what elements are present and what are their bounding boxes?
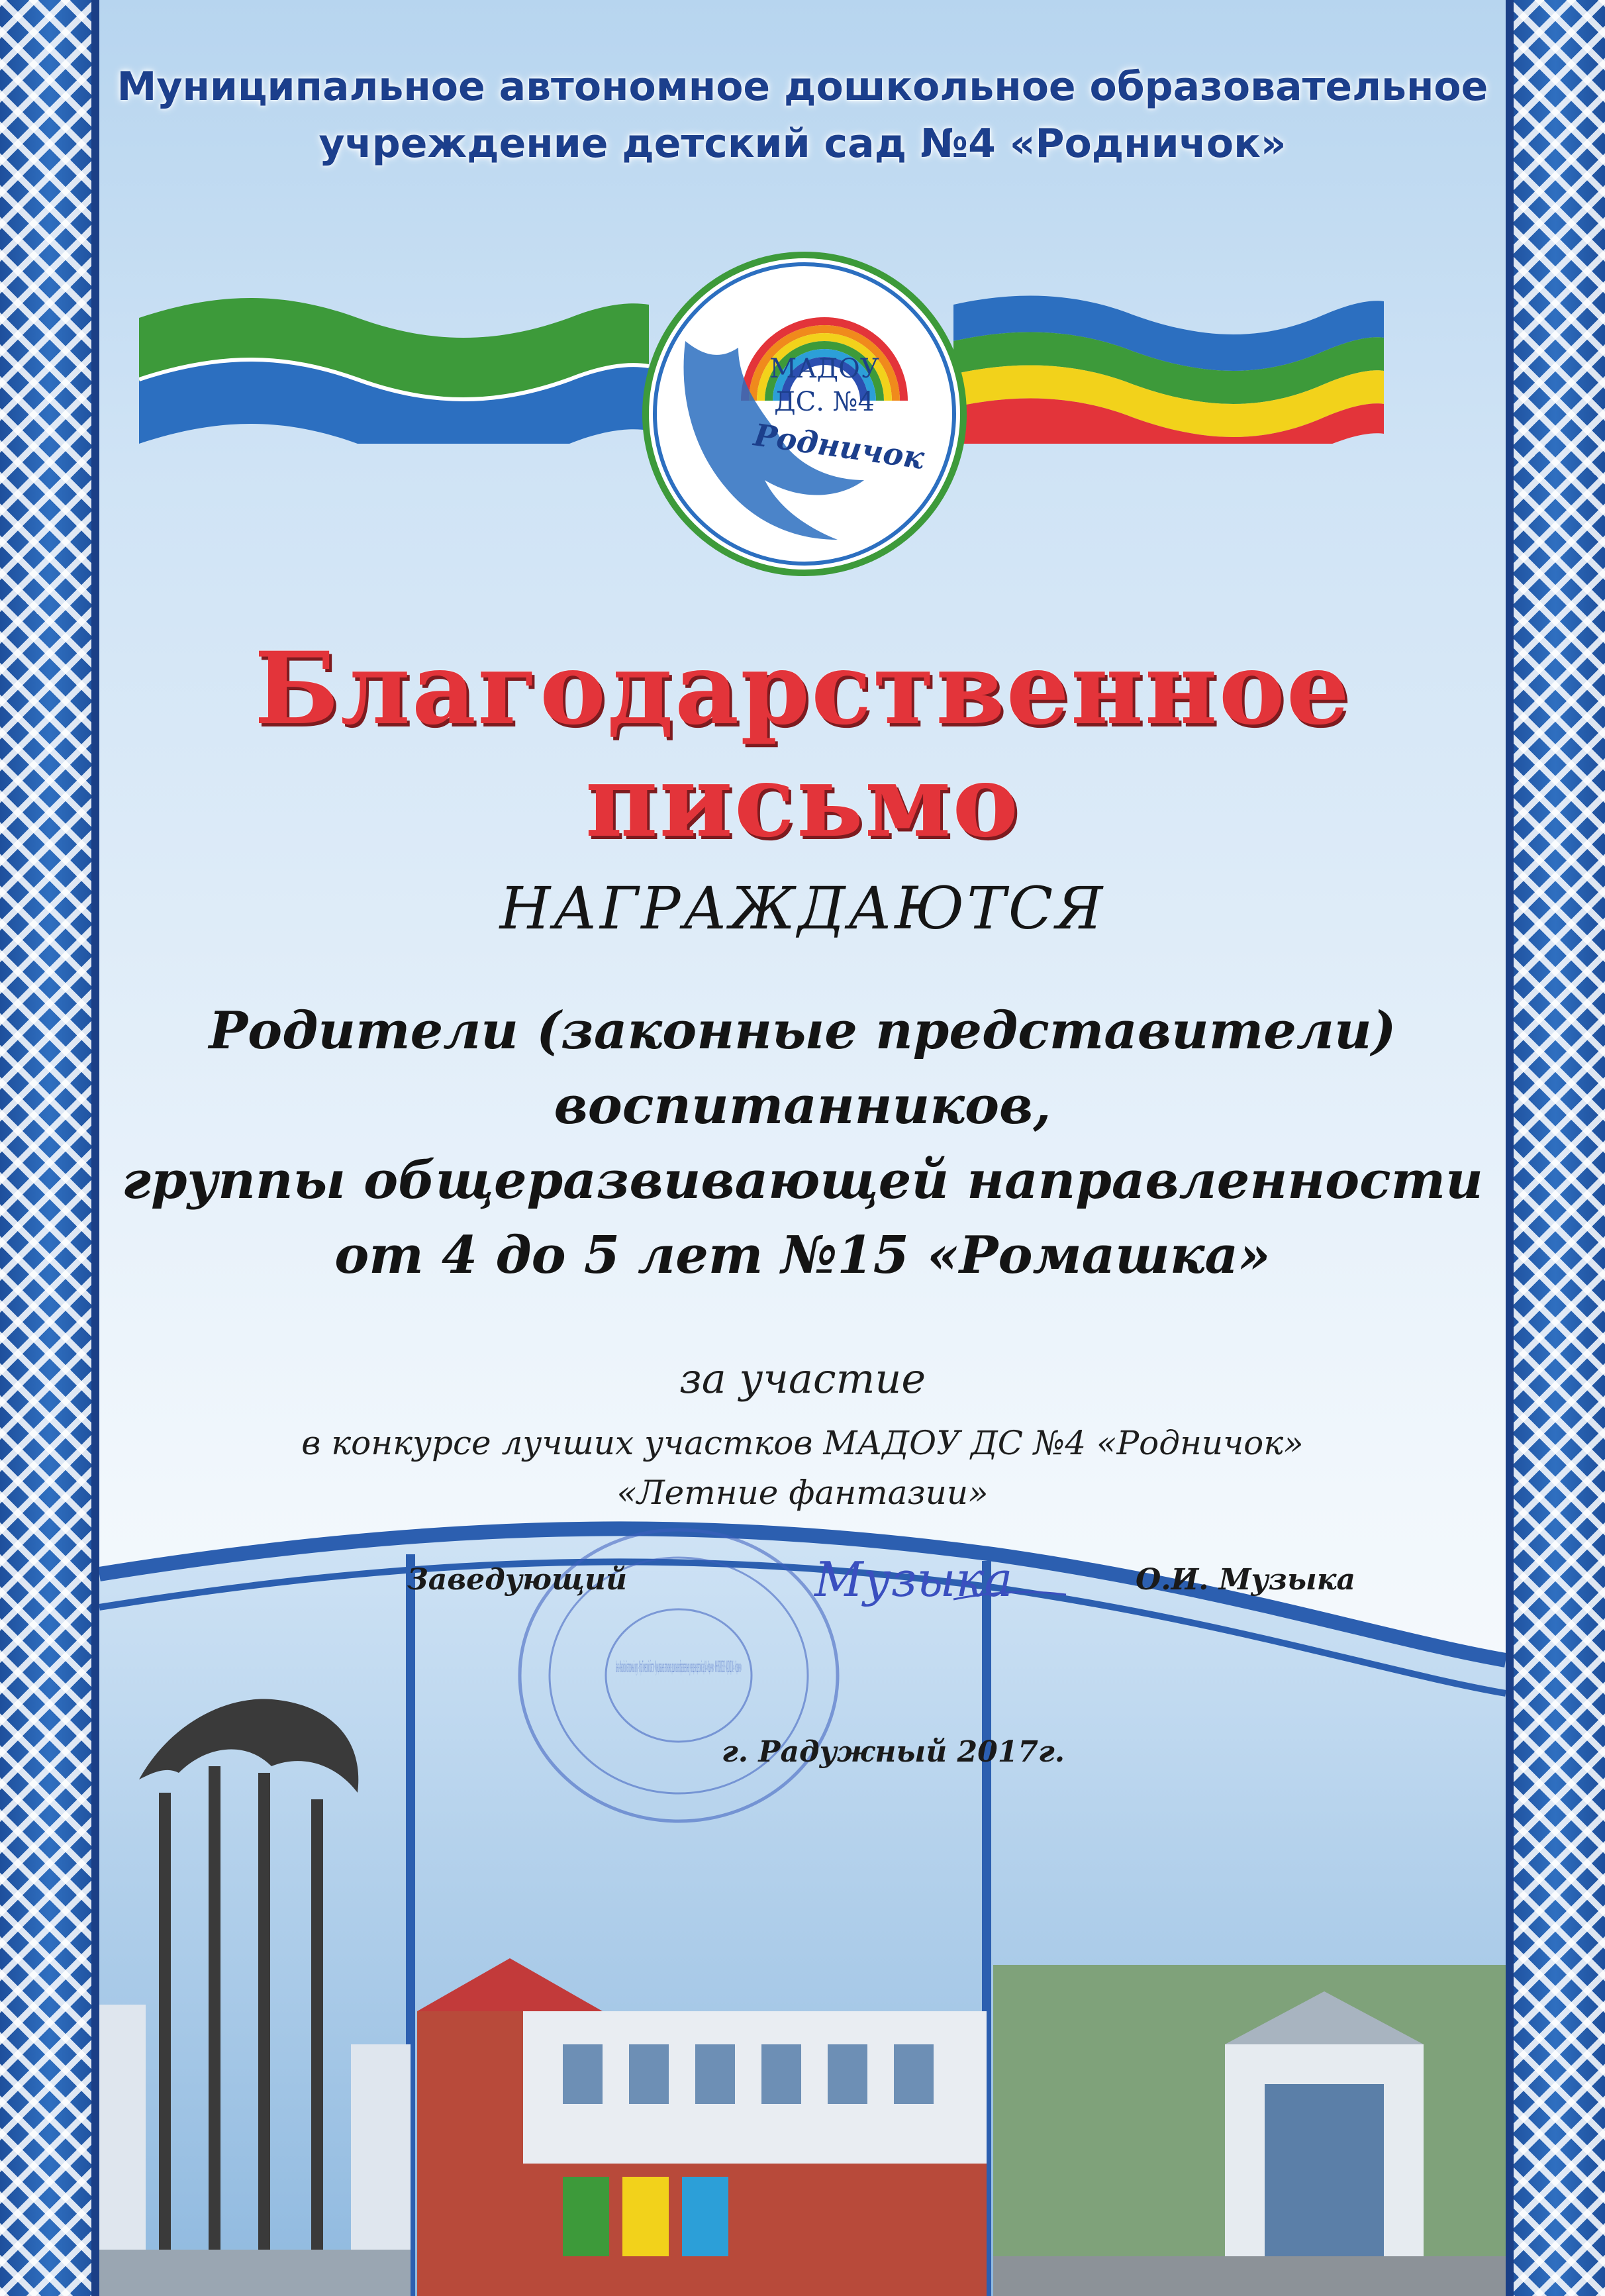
signatory-role: Заведующий: [407, 1563, 627, 1597]
participation-line-3: «Летние фантазии»: [616, 1473, 989, 1512]
recipient-line-3: группы общеразвивающей направленности: [122, 1150, 1483, 1211]
certificate-title-line-1: Благодарственное: [254, 630, 1351, 747]
participation-line-2: в конкурсе лучших участков МАДОУ ДС №4 «Родничок»: [301, 1424, 1304, 1462]
organization-name: [0, 58, 1605, 172]
recipient-line-1: Родители (законные представители): [209, 1001, 1396, 1061]
flag-ribbon-left: [139, 291, 649, 444]
signatory-name: О.И. Музыка: [1136, 1563, 1356, 1597]
emblem-line-1: МАДОУ: [769, 354, 879, 384]
signature-text: Музыка: [814, 1552, 1013, 1607]
stamp-text: Ханты-Мансийский автономный округ - Югра Тюменской области · Муниципальное автономное дошкольное образовательное учреждение детский сад № 4 «Родничок» · ИНН 8609005318 · МАДОУ ДС № 4 «Родничок»: [616, 1658, 742, 1676]
handwritten-signature: [808, 1543, 1073, 1622]
flag-ribbon-right: [953, 291, 1384, 444]
recipient-block: [0, 993, 1605, 1293]
kindergarten-emblem: [639, 248, 970, 579]
emblem-name: Родничок: [752, 417, 927, 476]
recipient-line-2: воспитанников,: [554, 1075, 1051, 1136]
award-heading: НАГРАЖДАЮТСЯ: [499, 874, 1106, 942]
recipient-line-4: от 4 до 5 лет №15 «Ромашка»: [334, 1225, 1271, 1285]
certificate-title-line-2: письмо: [585, 743, 1020, 860]
organization-line-1: Муниципальное автономное дошкольное образовательное: [117, 64, 1488, 110]
organization-line-2: учреждение детский сад №4 «Родничок»: [318, 121, 1287, 167]
participation-line-1: за участие: [679, 1354, 926, 1403]
city-year: г. Радужный 2017г.: [722, 1735, 1065, 1769]
emblem-line-2: ДС. №4: [774, 387, 875, 417]
